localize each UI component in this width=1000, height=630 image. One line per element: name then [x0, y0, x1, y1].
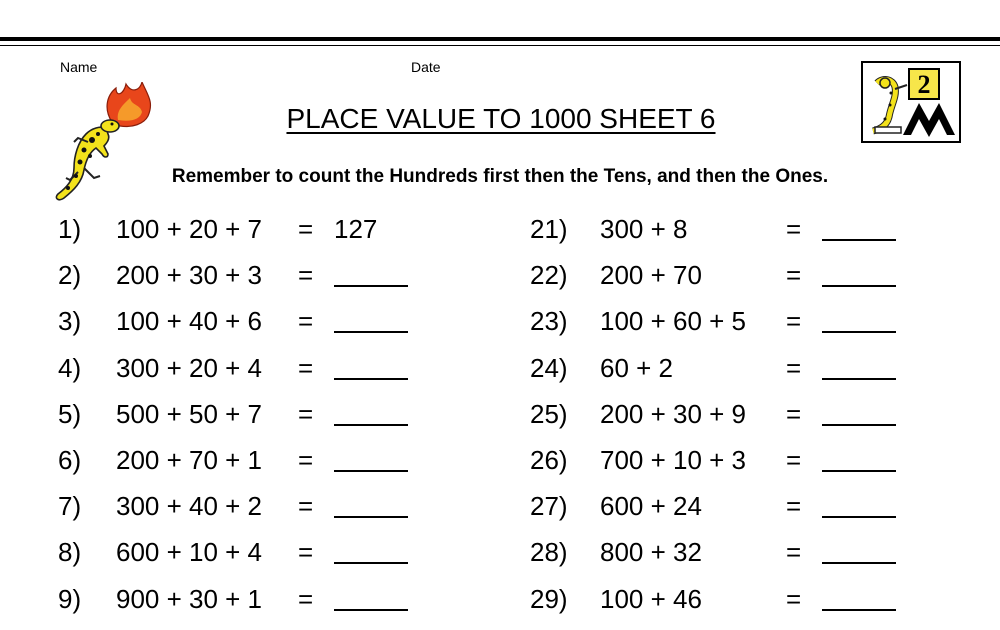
equals-sign: =: [786, 398, 802, 429]
answer-blank[interactable]: [822, 486, 896, 518]
answer-blank[interactable]: [822, 394, 896, 426]
equals-sign: =: [786, 260, 802, 291]
problem-expression: 200 + 70: [600, 260, 702, 291]
problem-number: 3): [58, 306, 82, 337]
equals-sign: =: [786, 306, 802, 337]
problem-expression: 100 + 20 + 7: [116, 214, 263, 244]
problem-expression: 300 + 8: [600, 214, 688, 244]
problem-row: [0, 301, 1000, 341]
answer-blank[interactable]: [822, 579, 896, 611]
problem-expression: 600 + 24: [600, 491, 702, 522]
problem-expression: 200 + 30 + 3: [116, 260, 263, 291]
date-label: Date: [411, 59, 441, 75]
name-label: Name: [60, 59, 98, 75]
equals-sign: =: [786, 352, 802, 383]
problem-number: 27): [530, 491, 568, 522]
problem-expression: 200 + 30 + 9: [600, 398, 747, 429]
problem-number: 7): [58, 491, 82, 522]
problem-row: [0, 532, 1000, 572]
equals-sign: =: [298, 352, 314, 383]
answer-blank[interactable]: [822, 440, 896, 472]
answer-blank[interactable]: [822, 255, 896, 287]
problem-expression: 300 + 20 + 4: [116, 352, 263, 383]
problem-row: [0, 579, 1000, 619]
equals-sign: =: [298, 260, 314, 291]
problem-expression: 300 + 40 + 2: [116, 491, 263, 522]
problem-number: 6): [58, 445, 82, 475]
instruction-text: Remember to count the Hundreds first then the Tens, and then the Ones.: [171, 166, 829, 187]
problem-number: 1): [58, 214, 82, 244]
problem-expression: 600 + 10 + 4: [116, 537, 263, 568]
equals-sign: =: [786, 445, 802, 475]
answer-blank[interactable]: [822, 209, 896, 241]
problem-expression: 200 + 70 + 1: [116, 445, 263, 475]
problem-row: [0, 255, 1000, 295]
equals-sign: =: [786, 491, 802, 522]
problem-number: 23): [530, 306, 568, 337]
equals-sign: =: [298, 445, 314, 475]
equals-sign: =: [298, 214, 314, 244]
problem-expression: 60 + 2: [600, 352, 674, 383]
problem-number: 9): [58, 583, 82, 614]
top-rule-thin: [0, 45, 1000, 46]
equals-sign: =: [298, 306, 314, 337]
problem-row: [0, 486, 1000, 526]
problem-row: [0, 348, 1000, 388]
problem-expression: 100 + 40 + 6: [116, 306, 263, 337]
problem-number: 5): [58, 398, 82, 429]
equals-sign: =: [298, 583, 314, 614]
problem-row: [0, 440, 1000, 480]
equals-sign: =: [786, 537, 802, 568]
problem-number: 4): [58, 352, 82, 383]
problem-expression: 500 + 50 + 7: [116, 398, 263, 429]
problem-number: 2): [58, 260, 82, 291]
equals-sign: =: [298, 491, 314, 522]
equals-sign: =: [786, 583, 802, 614]
problem-number: 29): [530, 583, 568, 614]
page-title: PLACE VALUE TO 1000 SHEET 6: [286, 103, 716, 134]
problem-expression: 100 + 46: [600, 583, 702, 614]
problem-number: 26): [530, 445, 568, 475]
problem-row: [0, 394, 1000, 434]
problem-number: 24): [530, 352, 568, 383]
problem-number: 22): [530, 260, 568, 291]
answer-blank[interactable]: [822, 348, 896, 380]
equals-sign: =: [298, 398, 314, 429]
logo-digit: 2: [917, 70, 931, 99]
problem-expression: 900 + 30 + 1: [116, 583, 263, 614]
problem-number: 28): [530, 537, 568, 568]
answer-blank[interactable]: [822, 301, 896, 333]
problem-expression: 100 + 60 + 5: [600, 306, 747, 337]
answer-value: 127: [334, 214, 378, 244]
problem-expression: 700 + 10 + 3: [600, 445, 747, 475]
problem-row: [0, 209, 1000, 249]
problem-number: 8): [58, 537, 82, 568]
equals-sign: =: [298, 537, 314, 568]
answer-blank[interactable]: [822, 532, 896, 564]
equals-sign: =: [786, 214, 802, 244]
problem-number: 25): [530, 398, 568, 429]
problem-expression: 800 + 32: [600, 537, 702, 568]
problem-number: 21): [530, 214, 568, 244]
top-rule: [0, 37, 1000, 41]
